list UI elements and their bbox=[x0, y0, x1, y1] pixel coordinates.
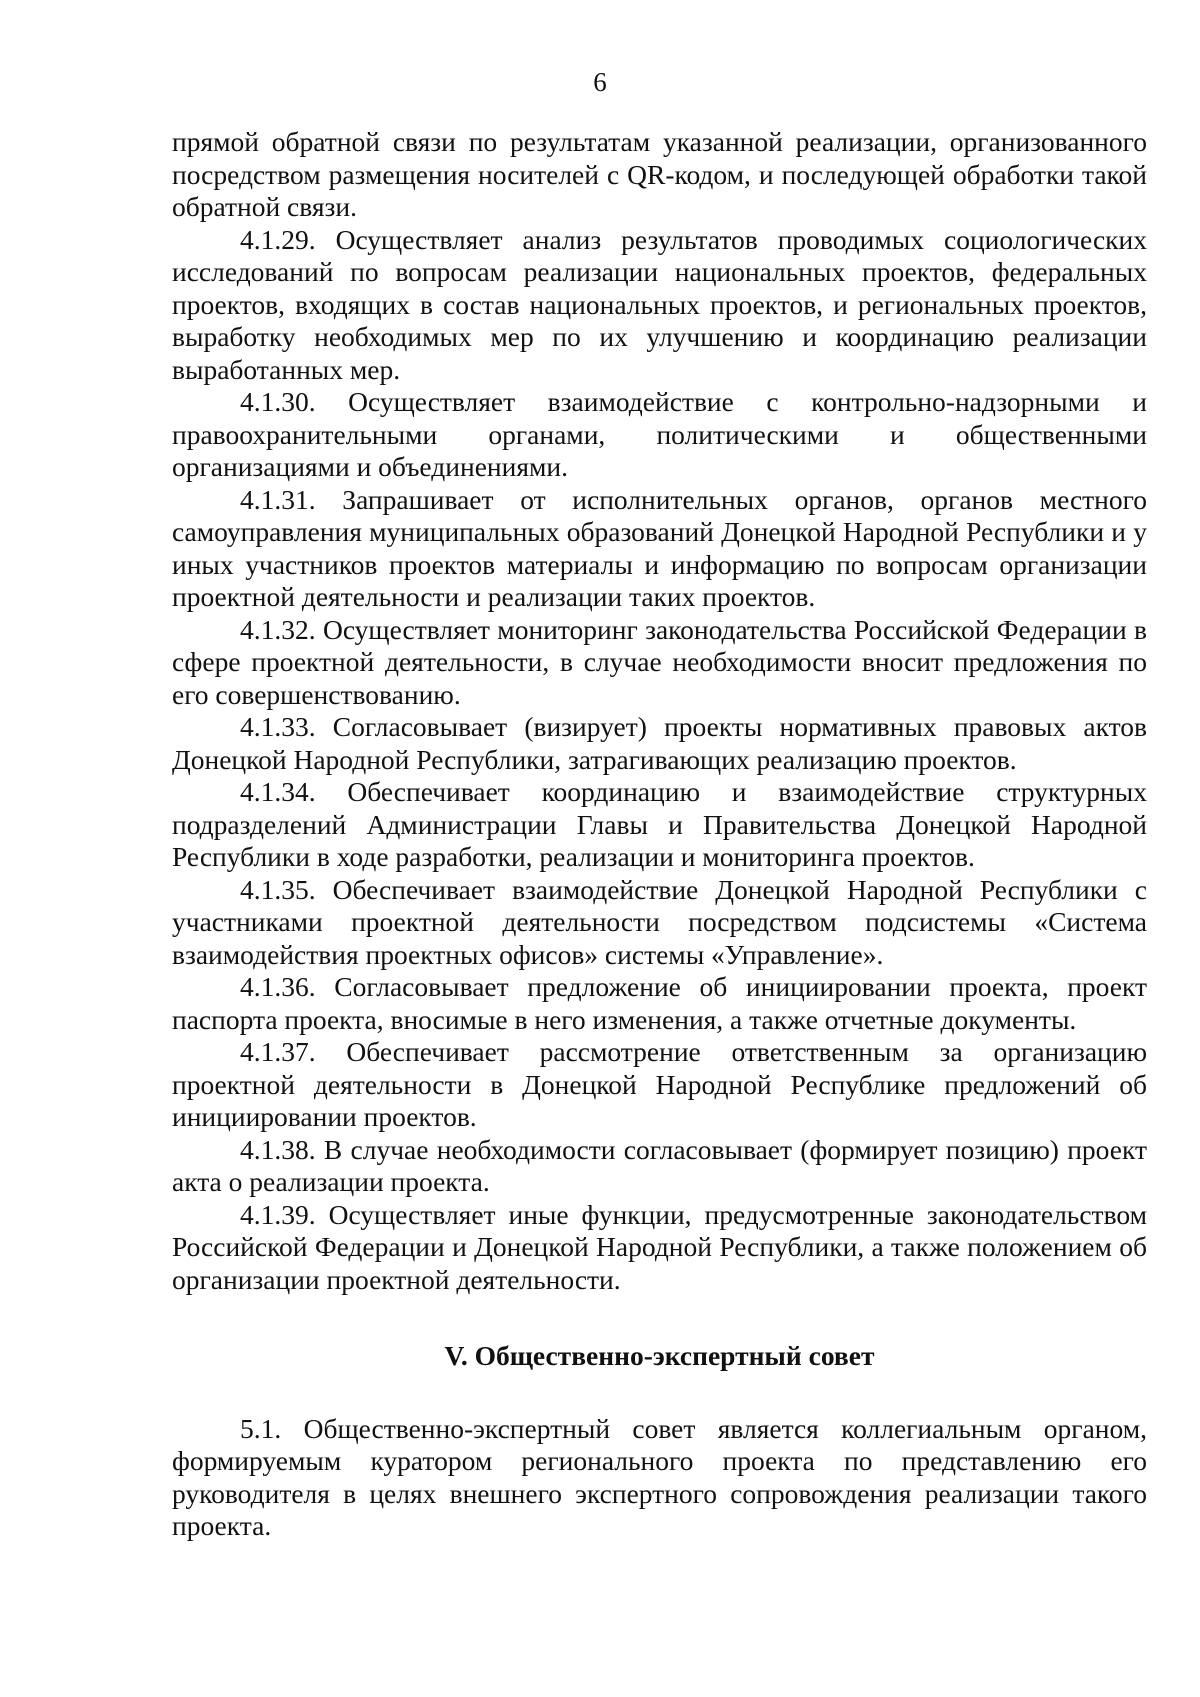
paragraph-text: Общественно-экспертный совет является коллегиальным органом, формируемым куратором регионального проекта по представлению его руководителя в целях внешнего экспертного сопровождения реализации такого проекта. bbox=[172, 1412, 1148, 1541]
paragraph-text: прямой обратной связи по результатам указанной реализации, организованного посредством размещения носителей с QR-кодом, и последующей обработки такой обратной связи. bbox=[172, 126, 1147, 222]
paragraph-4-1-39 bbox=[172, 1199, 1147, 1297]
paragraph-number: 4.1.33. bbox=[240, 711, 316, 742]
paragraph-text: Обеспечивает рассмотрение ответственным за организацию проектной деятельности в Донецкой Народной Республике предложений об инициировании проектов. bbox=[172, 1036, 1148, 1132]
paragraph-4-1-35 bbox=[172, 874, 1147, 972]
paragraph-number: 4.1.36. bbox=[240, 971, 316, 1002]
paragraph-text: Согласовывает (визирует) проекты нормативных правовых актов Донецкой Народной Республики, затрагивающих реализацию проектов. bbox=[172, 711, 1148, 775]
paragraph-number: 4.1.30. bbox=[240, 386, 316, 417]
paragraph-number: 4.1.35. bbox=[240, 873, 316, 905]
paragraph-4-1-34 bbox=[172, 776, 1147, 874]
paragraph-text: Обеспечивает координацию и взаимодействие структурных подразделений Администрации Главы и Правительства Донецкой Народной Республики в ходе разработки, реализации и мониторинга проектов. bbox=[172, 776, 1147, 872]
paragraph-number: 4.1.32. bbox=[240, 613, 316, 645]
paragraph-number: 4.1.39. bbox=[240, 1198, 316, 1230]
paragraph-number: 4.1.34. bbox=[240, 776, 316, 807]
paragraph-4-1-37 bbox=[172, 1036, 1147, 1134]
paragraph-text: В случае необходимости согласовывает (формирует позицию) проект акта о реализации проекта. bbox=[172, 1133, 1147, 1197]
paragraph-text: Осуществляет мониторинг законодательства Российской Федерации в сфере проектной деятельности, в случае необходимости вносит предложения по его совершенствованию. bbox=[172, 613, 1147, 710]
paragraph-4-1-30 bbox=[172, 386, 1147, 484]
paragraph-4-1-36 bbox=[172, 971, 1147, 1036]
paragraph-text: Согласовывает предложение об инициировании проекта, проект паспорта проекта, вносимые в него изменения, а также отчетные документы. bbox=[172, 971, 1147, 1035]
paragraph-number: 4.1.31. bbox=[240, 483, 316, 515]
paragraph-text: Обеспечивает взаимодействие Донецкой Народной Республики с участниками проектной деятельности посредством подсистемы «Система взаимодействия проектных офисов» системы «Управление». bbox=[172, 873, 1147, 970]
paragraph-4-1-31 bbox=[172, 484, 1147, 614]
page-number: 6 bbox=[593, 67, 607, 97]
paragraph-text: Осуществляет взаимодействие с контрольно-надзорными и правоохранительными органами, политическими и общественными организациями и объединениями. bbox=[172, 386, 1147, 482]
paragraph-continuation bbox=[172, 126, 1147, 224]
document-body bbox=[172, 126, 1147, 1543]
paragraph-text: Осуществляет иные функции, предусмотренные законодательством Российской Федерации и Донецкой Народной Республики, а также положением об организации проектной деятельности. bbox=[172, 1198, 1147, 1295]
paragraph-4-1-38 bbox=[172, 1134, 1147, 1199]
paragraph-number: 5.1. bbox=[240, 1412, 282, 1444]
paragraph-number: 4.1.38. bbox=[240, 1133, 316, 1165]
paragraph-text: Запрашивает от исполнительных органов, органов местного самоуправления муниципальных образований Донецкой Народной Республики и у иных участников проектов материалы и информацию по вопросам организации проектной деятельности и реализации таких проектов. bbox=[172, 483, 1147, 612]
paragraph-number: 4.1.37. bbox=[240, 1036, 316, 1067]
paragraph-4-1-29 bbox=[172, 224, 1147, 387]
section-heading: V. Общественно-экспертный совет bbox=[444, 1340, 875, 1371]
paragraph-5-1 bbox=[172, 1413, 1147, 1543]
paragraph-4-1-33 bbox=[172, 711, 1147, 776]
paragraph-number: 4.1.29. bbox=[240, 223, 316, 255]
paragraph-text: Осуществляет анализ результатов проводимых социологических исследований по вопросам реализации национальных проектов, федеральных проектов, входящих в состав национальных проектов, и региональных проектов, выработку необходимых мер по их улучшению и координацию реализации выработанных мер. bbox=[172, 223, 1147, 385]
paragraph-4-1-32 bbox=[172, 614, 1147, 712]
